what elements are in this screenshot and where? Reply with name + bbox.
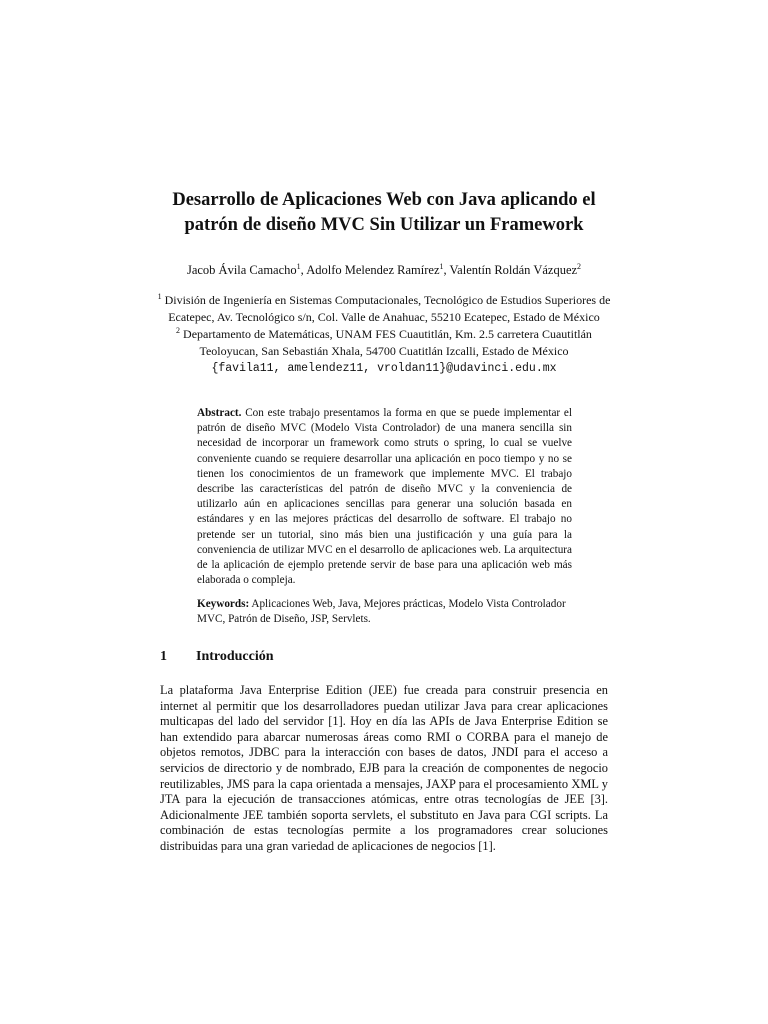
affiliation-1-line-2: Ecatepec, Av. Tecnológico s/n, Col. Valle de Anahuac, 55210 Ecatepec, Estado de México bbox=[168, 310, 600, 324]
title-line-1: Desarrollo de Aplicaciones Web con Java aplicando el bbox=[172, 190, 596, 210]
affiliation-1-line-1 bbox=[150, 292, 618, 309]
author-name: Valentín Roldán Vázquez bbox=[449, 263, 578, 277]
abstract-text: Con este trabajo presentamos la forma en que se puede implementar el patrón de diseño MVC (Modelo Vista Controlador) de una manera sencilla sin necesidad de incorporar un framework como struts o spring, lo cual se vuelve conveniente cuando se requiere desarrollar una aplicación en poco tiempo y no se tienen los conocimientos de un framework que implemente MVC. El trabajo describe las características del patrón de diseño MVC y la conveniencia de utilizarlo aún en aplicaciones sencillas para generar una solución basada en estándares y en las mejores prácticas del desarrollo de software. El trabajo no pretende ser un tutorial, sino más bien una justificación y una guía para la conveniencia de utilizar MVC en el desarrollo de aplicaciones web. La arquitectura de la aplicación de ejemplo pretende servir de base para una aplicación web más elaborada o compleja. bbox=[197, 407, 572, 587]
section-heading bbox=[160, 648, 610, 666]
abstract-label: Abstract. bbox=[197, 407, 242, 419]
author-separator: , bbox=[300, 263, 307, 277]
author-affiliation-mark: 1 bbox=[439, 261, 444, 271]
author-affiliation-mark: 1 bbox=[296, 261, 301, 271]
affiliation-mark: 2 bbox=[176, 326, 181, 335]
author-name: Jacob Ávila Camacho bbox=[186, 263, 297, 277]
section-title: Introducción bbox=[196, 649, 274, 664]
title-line-2: patrón de diseño MVC Sin Utilizar un Framework bbox=[184, 215, 584, 235]
section-paragraph: La plataforma Java Enterprise Edition (JEE) fue creada para construir presencia en internet al permitir que los desarrolladores puedan utilizar Java para crear aplicaciones multicapas del lado del servidor [1]. Hoy en día las APIs de Java Enterprise Edition se han extendido para abarcar numerosas áreas como RMI o CORBA para el manejo de objetos remotos, JDBC para la interacción con bases de datos, JNDI para el acceso a servicios de directorio y de nombrado, EJB para la creación de componentes de negocio reutilizables, JMS para la capa orientada a mensajes, JAXP para el procesamiento XML y JTA para la ejecución de transacciones atómicas, entre otras tecnologías de JEE [3]. Adicionalmente JEE también soporta servlets, el substituto en Java para CGI scripts. La combinación de estas tecnologías permite a los programadores crear soluciones distribuidas para una gran variedad de aplicaciones de negocios [1]. bbox=[160, 683, 608, 853]
affiliation-mark: 1 bbox=[157, 292, 162, 301]
section-number: 1 bbox=[160, 649, 167, 664]
author-name: Adolfo Melendez Ramírez bbox=[306, 263, 440, 277]
author-separator: , bbox=[443, 263, 450, 277]
author-affiliation-mark: 2 bbox=[577, 261, 582, 271]
affiliation-2-line-1 bbox=[150, 326, 618, 343]
affiliations bbox=[150, 292, 618, 377]
keywords-label: Keywords: bbox=[197, 598, 250, 610]
affiliation-text: Departamento de Matemáticas, UNAM FES Cuautitlán, Km. 2.5 carretera Cuautitlán bbox=[180, 327, 592, 341]
paper-title bbox=[120, 188, 648, 238]
affiliation-2-line-2: Teoloyucan, San Sebastián Xhala, 54700 Cuatitlán Izcalli, Estado de México bbox=[199, 344, 569, 358]
keywords bbox=[197, 597, 572, 627]
author-emails: {favila11, amelendez11, vroldan11}@udavinci.edu.mx bbox=[211, 362, 557, 375]
author-list bbox=[120, 262, 648, 278]
keywords-text: Aplicaciones Web, Java, Mejores prácticas, Modelo Vista Controlador MVC, Patrón de Diseño, JSP, Servlets. bbox=[197, 598, 566, 626]
affiliation-text: División de Ingeniería en Sistemas Computacionales, Tecnológico de Estudios Superiores de bbox=[161, 293, 611, 307]
abstract bbox=[197, 406, 572, 588]
